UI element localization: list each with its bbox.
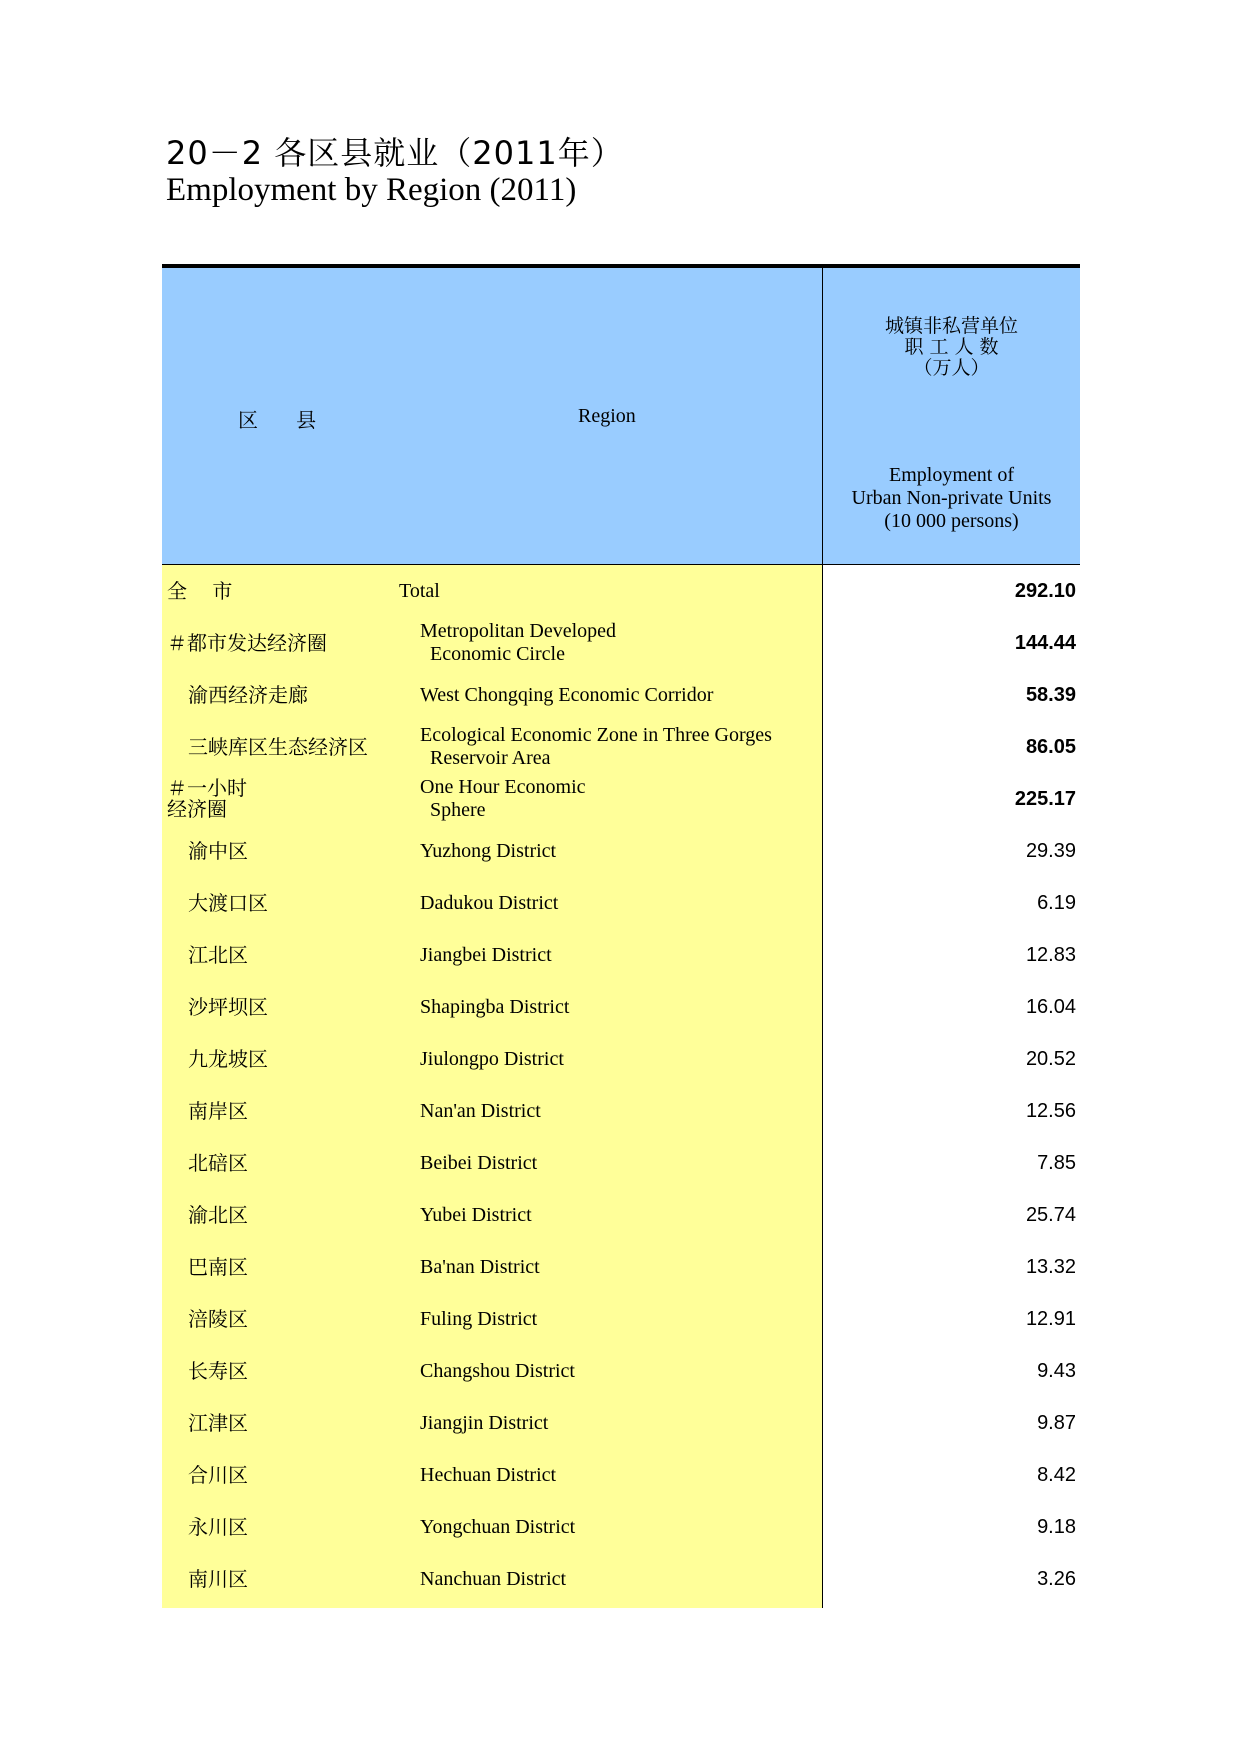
header-value-en — [823, 464, 1080, 533]
region-name-en-line: Metropolitan Developed — [420, 620, 617, 642]
region-name-en — [420, 721, 772, 773]
region-name-en — [420, 1033, 564, 1085]
region-name-cn: 涪陵区 — [188, 1306, 248, 1331]
employment-value: 9.43 — [1037, 1359, 1076, 1382]
employment-value: 58.39 — [1025, 683, 1076, 706]
header-region-en: Region — [578, 405, 636, 427]
region-name-en-line: Yuzhong District — [420, 839, 557, 862]
table-row — [162, 825, 1080, 877]
employment-value: 144.44 — [1014, 631, 1076, 654]
table-row — [162, 1241, 1080, 1293]
employment-value: 12.56 — [1025, 1099, 1076, 1122]
region-name-en — [420, 929, 552, 981]
region-name-cn: ＃一小时 经济圈 — [167, 776, 247, 821]
region-name-cn: 九龙坡区 — [188, 1046, 268, 1071]
header-value-en-line: (10 000 persons) — [884, 510, 1019, 532]
region-name-en-line: Beibei District — [420, 1151, 538, 1174]
table-row — [162, 1501, 1080, 1553]
table-row — [162, 981, 1080, 1033]
region-name-en — [420, 825, 556, 877]
region-name-cn: 南岸区 — [188, 1098, 248, 1123]
region-name-cn: 大渡口区 — [188, 890, 268, 915]
region-name-en-line: Economic Circle — [420, 643, 565, 665]
region-name-en-line: Fuling District — [420, 1307, 538, 1330]
region-name-cn: 沙坪坝区 — [188, 994, 268, 1019]
header-value-en-line: Urban Non-private Units — [851, 487, 1052, 509]
employment-value: 6.19 — [1037, 891, 1076, 914]
region-name-en — [420, 617, 616, 669]
region-name-en — [420, 1085, 541, 1137]
table-row — [162, 721, 1080, 773]
region-name-en-line: Reservoir Area — [420, 747, 551, 769]
employment-value: 12.83 — [1025, 943, 1076, 966]
region-name-en — [420, 1397, 548, 1449]
region-name-en — [420, 877, 558, 929]
table-row — [162, 877, 1080, 929]
region-name-en — [420, 981, 569, 1033]
region-name-en-line: Dadukou District — [420, 891, 559, 914]
table-row — [162, 1137, 1080, 1189]
employment-value: 25.74 — [1025, 1203, 1076, 1226]
table-row — [162, 1033, 1080, 1085]
table-row — [162, 669, 1080, 721]
header-value-cn-line: （万人） — [913, 357, 990, 379]
employment-value: 16.04 — [1025, 995, 1076, 1018]
region-name-en-line: Yubei District — [420, 1203, 532, 1226]
table-row — [162, 1397, 1080, 1449]
region-name-en-line: Jiangbei District — [420, 943, 552, 966]
header-value-en-line: Employment of — [889, 464, 1014, 486]
employment-value: 9.18 — [1037, 1515, 1076, 1538]
region-name-en — [399, 565, 440, 617]
region-name-cn: 三峡库区生态经济区 — [188, 734, 368, 759]
region-name-en — [420, 1553, 566, 1605]
table-row — [162, 1449, 1080, 1501]
region-name-cn: 北碚区 — [188, 1150, 248, 1175]
region-name-cn: 江津区 — [188, 1410, 248, 1435]
region-name-en — [420, 1293, 537, 1345]
region-name-en-line: One Hour Economic — [420, 776, 586, 798]
region-name-en-line: Jiulongpo District — [420, 1047, 564, 1070]
employment-value: 225.17 — [1014, 787, 1076, 810]
header-value-cn-line: 城镇非私营单位 — [884, 315, 1018, 337]
employment-value: 86.05 — [1025, 735, 1076, 758]
employment-value: 20.52 — [1025, 1047, 1076, 1070]
region-name-en-line: Ecological Economic Zone in Three Gorges — [420, 724, 772, 746]
region-name-cn: 渝中区 — [188, 838, 248, 863]
employment-value: 3.26 — [1037, 1567, 1076, 1590]
employment-value: 8.42 — [1037, 1463, 1076, 1486]
employment-value: 13.32 — [1025, 1255, 1076, 1278]
region-name-cn: 合川区 — [188, 1462, 248, 1487]
header-value-cn — [823, 316, 1080, 379]
page-title-cn: 20－2 各区县就业（2011年） — [166, 134, 624, 172]
region-name-en-line: Yongchuan District — [420, 1515, 576, 1538]
region-name-en — [420, 1137, 537, 1189]
header-value-cn-line: 职 工 人 数 — [904, 336, 999, 358]
employment-value: 292.10 — [1014, 579, 1076, 602]
region-name-en — [420, 1241, 540, 1293]
table-body — [162, 565, 1080, 1605]
region-name-en — [420, 1501, 575, 1553]
region-name-cn: 长寿区 — [188, 1358, 248, 1383]
table-row — [162, 617, 1080, 669]
region-name-en — [420, 1189, 532, 1241]
region-name-en-line: Changshou District — [420, 1359, 575, 1382]
employment-value: 29.39 — [1025, 839, 1076, 862]
region-name-en-line: West Chongqing Economic Corridor — [420, 683, 714, 706]
region-name-cn: 永川区 — [188, 1514, 248, 1539]
region-name-en-line: Sphere — [420, 799, 486, 821]
region-name-en-line: Hechuan District — [420, 1463, 557, 1486]
table-row — [162, 1345, 1080, 1397]
region-name-cn: 南川区 — [188, 1566, 248, 1591]
region-name-en-line: Nan'an District — [420, 1099, 541, 1122]
region-name-cn: 渝北区 — [188, 1202, 248, 1227]
table-row — [162, 1085, 1080, 1137]
employment-value: 9.87 — [1037, 1411, 1076, 1434]
table-row — [162, 1553, 1080, 1605]
page-title-en: Employment by Region (2011) — [166, 172, 577, 208]
region-name-cn: 渝西经济走廊 — [188, 682, 308, 707]
header-region-cn: 区 县 — [238, 408, 317, 432]
region-name-cn: 江北区 — [188, 942, 248, 967]
region-name-cn: 全 市 — [167, 578, 233, 603]
employment-value: 12.91 — [1025, 1307, 1076, 1330]
region-name-en — [420, 669, 713, 721]
table-row — [162, 565, 1080, 617]
region-name-en-line: Jiangjin District — [420, 1411, 549, 1434]
table-row — [162, 1189, 1080, 1241]
region-name-en-line: Shapingba District — [420, 995, 570, 1018]
region-name-cn: 巴南区 — [188, 1254, 248, 1279]
table-row — [162, 773, 1080, 825]
region-name-en — [420, 1449, 556, 1501]
table-row — [162, 1293, 1080, 1345]
region-name-en-line: Ba'nan District — [420, 1255, 540, 1278]
region-name-en-line: Nanchuan District — [420, 1567, 567, 1590]
region-name-en — [420, 773, 586, 825]
employment-value: 7.85 — [1037, 1151, 1076, 1174]
region-name-cn: ＃都市发达经济圈 — [167, 630, 327, 655]
table-row — [162, 929, 1080, 981]
region-name-en-line: Total — [399, 579, 440, 602]
region-name-en — [420, 1345, 575, 1397]
